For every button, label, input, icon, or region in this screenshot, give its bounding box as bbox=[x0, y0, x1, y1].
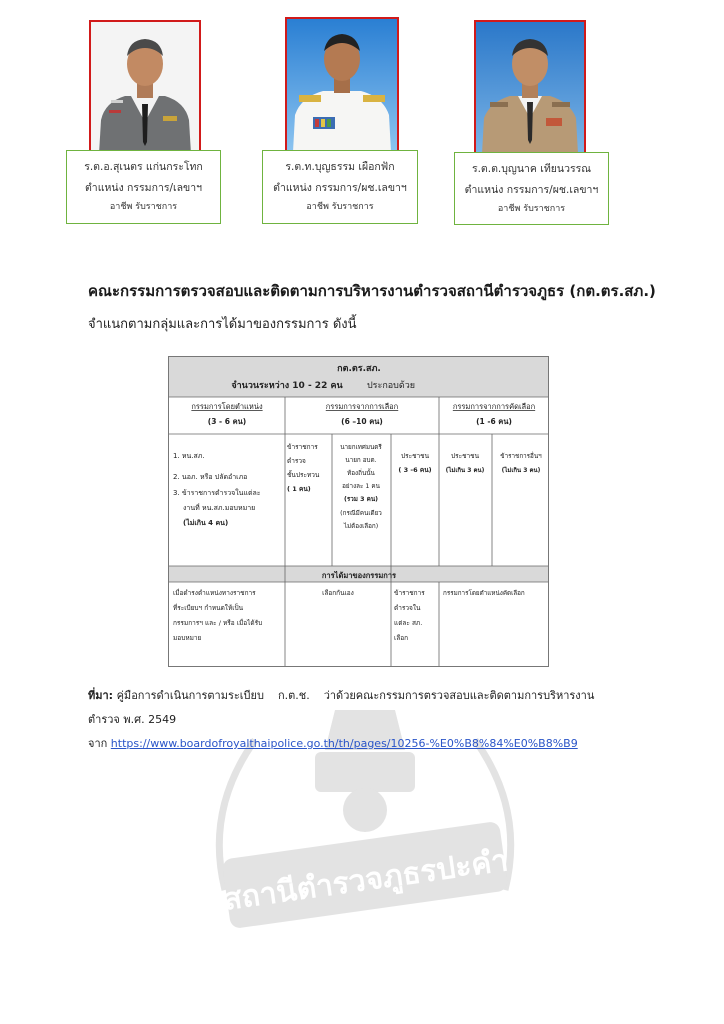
table-count-range: จำนวนระหว่าง 10 - 22 คน bbox=[231, 381, 343, 391]
elected-police-line: ตำรวจ bbox=[287, 457, 306, 465]
source-label: ที่มา: bbox=[88, 689, 114, 702]
member-occupation: อาชีพ รับราชการ bbox=[497, 204, 566, 214]
selected-public-line: (ไม่เกิน 3 คน) bbox=[445, 467, 485, 474]
member-caption-1 bbox=[66, 150, 221, 224]
member-name: ร.ต.ต.บุญนาค เทียนวรรณ bbox=[471, 163, 592, 175]
member-photo-1 bbox=[89, 20, 201, 156]
member-position: ตำแหน่ง กรรมการ/ผช.เลขาฯ bbox=[273, 182, 407, 194]
member-position: ตำแหน่ง กรรมการ/เลขาฯ bbox=[84, 182, 203, 194]
elected-local-line: นายกเทศมนตรี bbox=[340, 444, 382, 451]
table-header-bg bbox=[169, 357, 549, 397]
selected-public-line: ประชาชน bbox=[450, 452, 480, 460]
elected-police-line: ข้าราชการ bbox=[287, 443, 318, 451]
source-text: คู่มือการดำเนินการตามระเบียบ ก.ต.ช. ว่าด้วยคณะกรรมการตรวจสอบและติดตามการบริหารงาน bbox=[116, 689, 595, 702]
watermark-text: สถานีตำรวจภูธรปะคำ bbox=[221, 843, 511, 918]
group-label-selected: กรรมการจากการคัดเลือก bbox=[452, 402, 536, 411]
member-photo-2 bbox=[285, 17, 399, 154]
watermark-left-arc bbox=[219, 740, 255, 890]
elected-public-line: ( 3 -6 คน) bbox=[398, 466, 432, 474]
member-occupation: อาชีพ รับราชการ bbox=[306, 202, 374, 212]
watermark-banner bbox=[221, 821, 511, 929]
member-position: ตำแหน่ง กรรมการ/ผช.เลขาฯ bbox=[464, 184, 599, 196]
table-title: กต.ตร.สภ. bbox=[337, 364, 381, 374]
source-from-label: จาก bbox=[88, 737, 108, 750]
watermark-right-arc bbox=[475, 740, 511, 890]
acquisition-elected-line: เลือกกันเอง bbox=[322, 589, 354, 597]
committee-table-graphic bbox=[169, 357, 549, 667]
portrait-gray-uniform-image bbox=[91, 22, 199, 154]
acquisition-selected-line: กรรมการโดยตำแหน่งคัดเลือก bbox=[443, 590, 525, 597]
member-occupation: อาชีพ รับราชการ bbox=[109, 202, 178, 212]
elected-police-line: ( 1 คน) bbox=[287, 485, 311, 493]
elected-local-line: ไม่ต้องเลือก) bbox=[343, 523, 379, 530]
member-name: ร.ต.ท.บุญธรรม เผือกฟัก bbox=[285, 161, 395, 173]
member-name: ร.ต.อ.สุเนตร แก่นกระโทก bbox=[84, 161, 203, 173]
elected-public-line: ประชาชน bbox=[400, 452, 430, 460]
watermark-emblem-body bbox=[315, 752, 415, 792]
ex-officio-line: 2. นอภ. หรือ ปลัดอำเภอ bbox=[173, 473, 248, 481]
group-count-elected: (6 –10 คน) bbox=[341, 417, 383, 426]
group-count-ex-officio: (3 - 6 คน) bbox=[207, 417, 247, 426]
member-photo-3 bbox=[474, 20, 586, 156]
ex-officio-line: งานที่ หน.สภ.มอบหมาย bbox=[183, 504, 256, 512]
elected-local-line: นายก อบต. bbox=[345, 457, 377, 464]
member-caption-3 bbox=[454, 152, 609, 225]
acquisition-police-line: แต่ละ สภ. bbox=[394, 619, 423, 627]
group-label-elected: กรรมการจากการเลือก bbox=[325, 402, 399, 411]
acquisition-police-line: ข้าราชการ bbox=[394, 589, 425, 597]
acquisition-ex-officio-line: มอบหมาย bbox=[173, 634, 202, 642]
acquisition-title: การได้มาของกรรมการ bbox=[321, 571, 397, 580]
section-heading: คณะกรรมการตรวจสอบและติดตามการบริหารงานตำรวจสถานีตำรวจภูธร (กต.ตร.สภ.) bbox=[88, 282, 656, 300]
ex-officio-line: (ไม่เกิน 4 คน) bbox=[183, 519, 229, 527]
elected-local-line: (รวม 3 คน) bbox=[343, 496, 379, 503]
portrait-white-uniform-image bbox=[287, 19, 397, 152]
watermark-emblem-seal bbox=[343, 788, 387, 832]
member-caption-2 bbox=[262, 150, 418, 224]
section-subheading: จำแนกตามกลุ่มและการได้มาของกรรมการ ดังนี้ bbox=[88, 317, 357, 332]
elected-local-line: ท้องถิ่นนั้น bbox=[347, 470, 375, 477]
ex-officio-line: 1. หน.สภ. bbox=[173, 452, 205, 460]
source-reference bbox=[88, 684, 688, 756]
acquisition-police-line: เลือก bbox=[394, 634, 409, 642]
acquisition-police-line: ตำรวจใน bbox=[394, 604, 421, 612]
group-label-ex-officio: กรรมการโดยตำแหน่ง bbox=[191, 402, 263, 411]
committee-structure-table bbox=[168, 356, 549, 667]
elected-police-line: ชั้นประทวน bbox=[287, 471, 320, 479]
acquisition-ex-officio-line: กรรมการฯ และ / หรือ เมื่อได้รับ bbox=[173, 619, 263, 627]
ex-officio-line: 3. ข้าราชการตำรวจในแต่ละ bbox=[173, 489, 261, 497]
acquisition-ex-officio-line: ที่ระเบียบฯ กำหนดให้เป็น bbox=[173, 604, 244, 612]
portrait-khaki-uniform-image bbox=[476, 22, 584, 154]
source-year-line: ตำรวจ พ.ศ. 2549 bbox=[88, 713, 177, 726]
elected-local-line: (กรณีมีคนเดียว bbox=[340, 510, 382, 517]
group-count-selected: (1 -6 คน) bbox=[476, 417, 512, 426]
table-count-suffix: ประกอบด้วย bbox=[366, 381, 416, 391]
acquisition-ex-officio-line: เมื่อดำรงตำแหน่งทางราชการ bbox=[173, 589, 256, 597]
selected-official-line: ข้าราชการอื่นฯ bbox=[500, 453, 542, 460]
source-url-link[interactable]: https://www.boardofroyalthaipolice.go.th/th/pages/10256-%E0%B8%84%E0%B8%B9 bbox=[110, 737, 578, 750]
elected-local-line: อย่างละ 1 คน bbox=[342, 483, 380, 490]
selected-official-line: (ไม่เกิน 3 คน) bbox=[501, 467, 541, 474]
